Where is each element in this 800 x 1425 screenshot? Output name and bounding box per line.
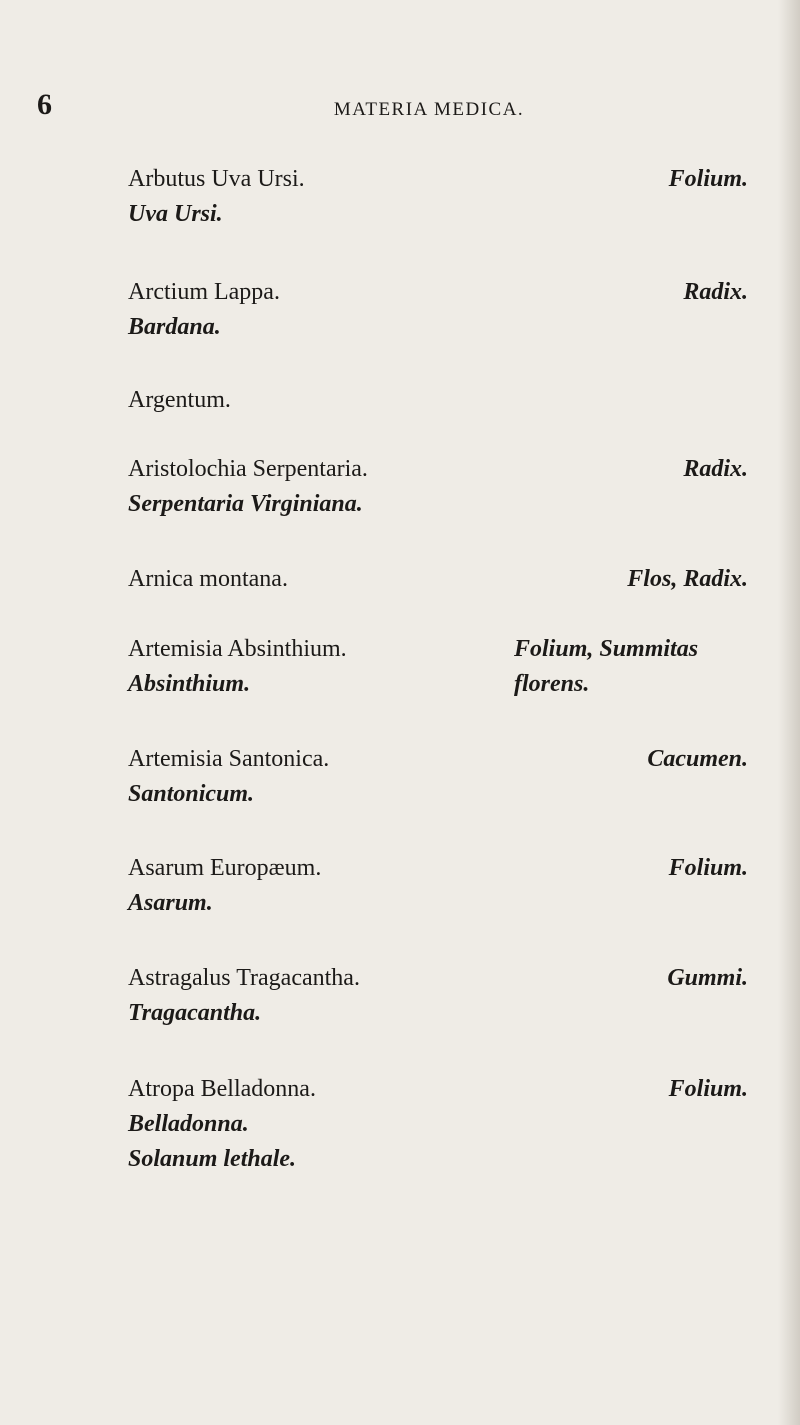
entry-name: Aristolochia Serpentaria. [128, 456, 368, 482]
entry-synonym: Asarum. [128, 890, 213, 916]
entry-part: Flos, Radix. [627, 566, 748, 592]
entry-arbutus-uva-ursi [128, 162, 748, 232]
entry-synonym: Uva Ursi. [128, 201, 223, 227]
entry-part: Folium. [668, 855, 748, 881]
running-head: MATERIA MEDICA. [333, 99, 525, 120]
entry-name: Arctium Lappa. [128, 279, 280, 305]
entry-synonym: Solanum lethale. [128, 1146, 297, 1172]
entry-artemisia-absinthium [128, 632, 748, 702]
entry-synonym: Absinthium. [128, 671, 251, 697]
entry-atropa-belladonna [128, 1072, 748, 1177]
entry-part: Radix. [683, 456, 748, 482]
entry-part: Folium. [668, 166, 748, 192]
entry-name: Asarum Europæum. [128, 855, 322, 881]
entry-synonym: Belladonna. [128, 1111, 249, 1137]
entry-name: Astragalus Tragacantha. [128, 965, 360, 991]
entry-astragalus-tragacantha [128, 961, 748, 1031]
entry-synonym: Serpentaria Virginiana. [128, 491, 363, 517]
entry-argentum [128, 383, 748, 418]
entry-arctium-lappa [128, 275, 748, 345]
entry-synonym: Bardana. [128, 314, 221, 340]
entry-synonym: Tragacantha. [128, 1000, 262, 1026]
entry-part: Cacumen. [647, 746, 748, 772]
entry-name: Arnica montana. [128, 566, 288, 592]
entry-part-line: florens. [514, 671, 590, 697]
page-number: 6 [37, 88, 52, 121]
entry-part: Radix. [683, 279, 748, 305]
entry-synonym: Santonicum. [128, 781, 255, 807]
entry-name: Artemisia Santonica. [128, 746, 330, 772]
entry-part-line: Folium, Summitas [514, 636, 699, 662]
entry-part [514, 632, 698, 702]
entry-name: Artemisia Absinthium. [128, 636, 347, 662]
entry-part: Gummi. [667, 965, 748, 991]
entry-artemisia-santonica [128, 742, 748, 812]
entry-name: Arbutus Uva Ursi. [128, 166, 305, 192]
entry-part: Folium. [668, 1076, 748, 1102]
entry-name: Atropa Belladonna. [128, 1076, 316, 1102]
entry-name: Argentum. [128, 387, 231, 413]
entry-arnica-montana [128, 562, 748, 597]
page-edge-shadow [778, 0, 800, 1425]
entry-asarum-europaeum [128, 851, 748, 921]
entry-aristolochia-serpentaria [128, 452, 748, 522]
